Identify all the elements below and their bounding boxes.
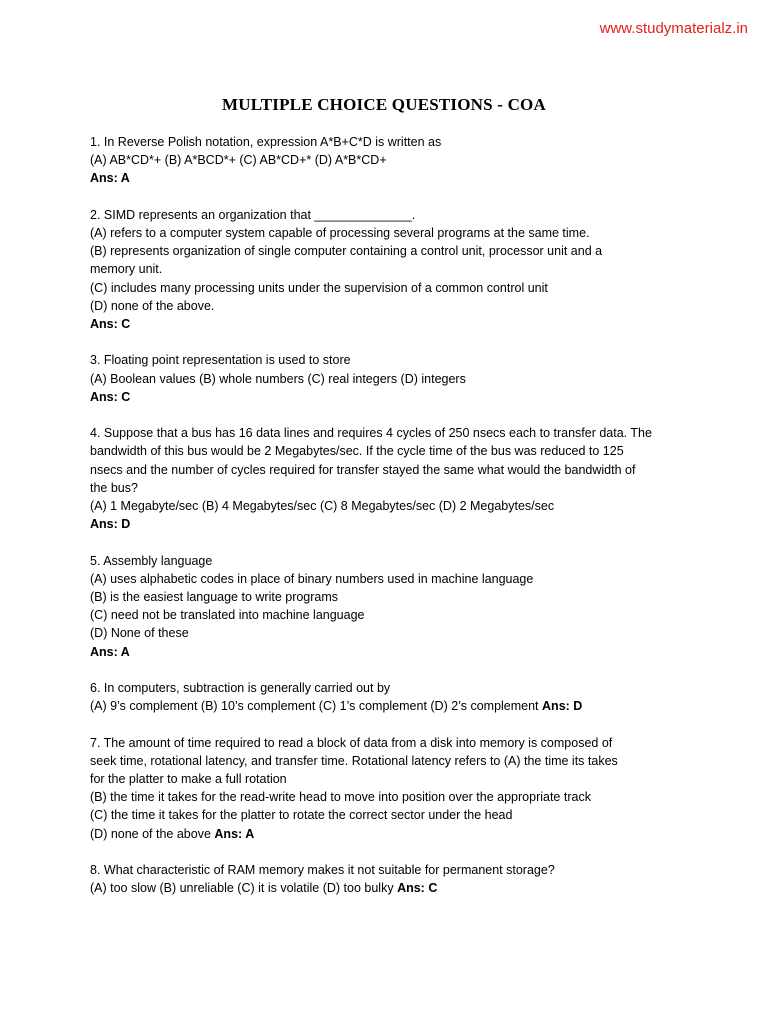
- question-text: 8. What characteristic of RAM memory makes it not suitable for permanent storage?: [90, 863, 555, 878]
- option-b: (B) represents organization of single computer containing a control unit, processor unit and a: [90, 244, 603, 259]
- question-text: 2. SIMD represents an organization that ______________.: [90, 207, 416, 222]
- question-text: 3. Floating point representation is used to store: [90, 353, 351, 368]
- question-text: 4. Suppose that a bus has 16 data lines and requires 4 cycles of 250 nsecs each to transfer data. The: [90, 426, 652, 441]
- answer-options: (A) 9’s complement (B) 10’s complement (C) 1’s complement (D) 2’s complement: [90, 699, 539, 714]
- answer-options: (A) Boolean values (B) whole numbers (C) real integers (D) integers: [90, 371, 466, 386]
- answer-options-line: [90, 697, 690, 715]
- question-text: 1. In Reverse Polish notation, expression A*B+C*D is written as: [90, 135, 442, 149]
- option-d-line: [90, 825, 690, 843]
- option-d: (D) none of the above.: [90, 298, 215, 313]
- option-b: (B) is the easiest language to write programs: [90, 590, 339, 605]
- question-5: [90, 552, 690, 661]
- site-link[interactable]: www.studymaterialz.in: [599, 20, 748, 37]
- question-text: 6. In computers, subtraction is generally carried out by: [90, 681, 391, 696]
- question-text: bandwidth of this bus would be 2 Megabytes/sec. If the cycle time of the bus was reduced to 125: [90, 444, 624, 459]
- question-text: 7. The amount of time required to read a block of data from a disk into memory is composed of: [90, 735, 613, 750]
- option-c: (C) need not be translated into machine language: [90, 608, 365, 623]
- option-a: (A) uses alphabetic codes in place of binary numbers used in machine language: [90, 571, 534, 586]
- question-text: the bus?: [90, 480, 138, 495]
- answer-options: (A) AB*CD*+ (B) A*BCD*+ (C) AB*CD+* (D) A*B*CD+: [90, 153, 387, 168]
- option-b: (B) the time it takes for the read-write head to move into position over the appropriate track: [90, 790, 591, 805]
- question-text: nsecs and the number of cycles required for transfer stayed the same what would the bandwidth of: [90, 462, 636, 477]
- answer-key: Ans: D: [90, 517, 131, 532]
- option-d: (D) none of the above: [90, 826, 211, 841]
- answer-key: Ans: C: [90, 317, 131, 332]
- option-a: (A) refers to a computer system capable of processing several programs at the same time.: [90, 226, 590, 240]
- answer-key: Ans: C: [397, 881, 438, 896]
- option-b-continued: memory unit.: [90, 262, 163, 277]
- answer-options-line: [90, 879, 690, 897]
- page-title: MULTIPLE CHOICE QUESTIONS - COA: [222, 95, 546, 114]
- answer-key: Ans: A: [214, 826, 255, 841]
- question-8: [90, 861, 690, 897]
- answer-key: Ans: A: [90, 171, 130, 186]
- question-list: [90, 133, 690, 916]
- option-a-continued: for the platter to make a full rotation: [90, 772, 287, 787]
- answer-key: Ans: A: [90, 644, 130, 659]
- question-text: 5. Assembly language: [90, 553, 213, 568]
- option-c: (C) includes many processing units under the supervision of a common control unit: [90, 280, 548, 295]
- answer-options: (A) too slow (B) unreliable (C) it is volatile (D) too bulky: [90, 881, 394, 896]
- answer-options: (A) 1 Megabyte/sec (B) 4 Megabytes/sec (C) 8 Megabytes/sec (D) 2 Megabytes/sec: [90, 499, 555, 514]
- option-d: (D) None of these: [90, 626, 189, 641]
- answer-key: Ans: C: [90, 389, 131, 404]
- question-2: [90, 206, 690, 333]
- question-7: [90, 734, 690, 843]
- option-c: (C) the time it takes for the platter to rotate the correct sector under the head: [90, 808, 513, 823]
- answer-key: Ans: D: [542, 699, 583, 714]
- question-4: [90, 424, 690, 533]
- question-6: [90, 679, 690, 715]
- question-1: [90, 133, 690, 188]
- question-3: [90, 351, 690, 406]
- question-text: seek time, rotational latency, and transfer time. Rotational latency refers to (A) the time its takes: [90, 753, 618, 768]
